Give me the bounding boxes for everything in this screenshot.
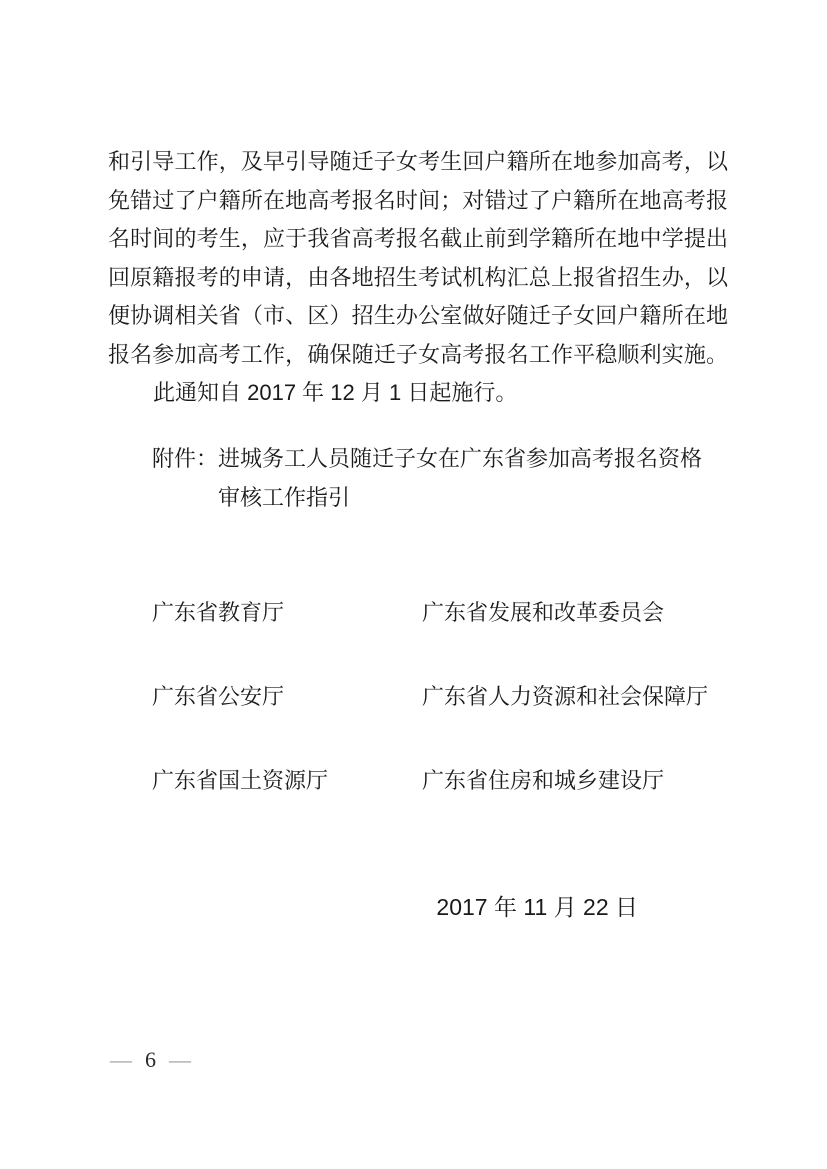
signatory-right: 广东省人力资源和社会保障厅 [422, 684, 709, 709]
page-number: 6 [145, 1047, 156, 1072]
signatories-section [152, 597, 752, 849]
body-line: 免错过了户籍所在地高考报名时间；对错过了户籍所在地高考报 [108, 187, 728, 213]
signatory-right: 广东省发展和改革委员会 [422, 600, 665, 625]
page-footer [110, 1046, 191, 1074]
signatory-left: 广东省教育厅 [152, 600, 285, 625]
attachment-section [152, 440, 732, 517]
footer-dash-left: — [110, 1047, 132, 1072]
signatory-row [152, 597, 752, 629]
body-line: 名时间的考生，应于我省高考报名截止前到学籍所在地中学提出 [108, 226, 728, 251]
footer-dash-right: — [169, 1047, 191, 1072]
attachment-title [218, 440, 702, 517]
document-date: 2017 年 11 月 22 日 [436, 894, 638, 920]
signatory-row [152, 681, 752, 713]
signatory-row [152, 765, 752, 797]
signatory-right: 广东省住房和城乡建设厅 [422, 768, 665, 793]
body-line: 回原籍报考的申请，由各地招生考试机构汇总上报省招生办，以 [108, 264, 728, 290]
effective-date-line: 此通知自 2017 年 12 月 1 日起施行。 [153, 380, 518, 405]
body-line: 报名参加高考工作，确保随迁子女高考报名工作平稳顺利实施。 [108, 341, 728, 367]
body-paragraph [108, 143, 728, 413]
attachment-label: 附件： [152, 446, 219, 471]
body-line: 便协调相关省（市、区）招生办公室做好随迁子女回户籍所在地 [108, 303, 728, 328]
attachment-title-line2: 审核工作指引 [218, 484, 351, 510]
signatory-left: 广东省国土资源厅 [152, 768, 329, 793]
signatory-left: 广东省公安厅 [152, 684, 285, 709]
body-line: 和引导工作，及早引导随迁子女考生回户籍所在地参加高考，以 [108, 149, 728, 174]
attachment-title-line1: 进城务工人员随迁子女在广东省参加高考报名资格 [218, 446, 703, 471]
